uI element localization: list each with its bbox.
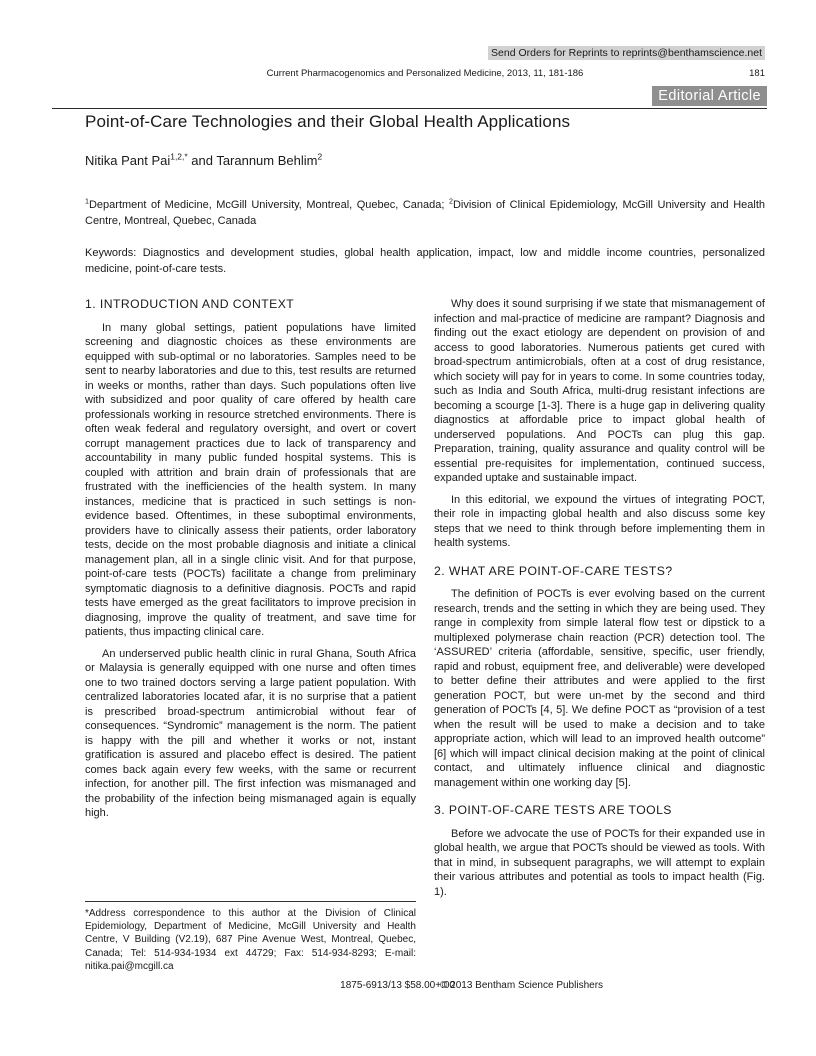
- section-1-paragraph-3: Why does it sound surprising if we state that mismanagement of infection and mal-practice of medicine are rampant? Diagnosis and finding out the exact etiology are dependent on provision of and access to good laboratories. Numerous patients get cured with broad-spectrum antimicrobials, often at a cost of drug resistance, which society will pay for in years to come. In some countries today, such as India and South Africa, multi-drug resistant infections are becoming a scourge [1-3]. There is a huge gap in delivering quality diagnostics at affordable price to impact global health of underserved populations. And POCTs can plug this gap. Preparation, training, quality assurance and quality control will be essential pre-requisites for implementation, continued success, expanded uptake and sustainable impact.: [434, 298, 765, 484]
- section-1-paragraph-4: In this editorial, we expound the virtues of integrating POCT, their role in impacting global health and also discuss some key steps that we need to think through before implementing them in health systems.: [434, 493, 765, 549]
- section-1-paragraph-2: An underserved public health clinic in rural Ghana, South Africa or Malaysia is generally equipped with one nurse and often times one to two trained doctors serving a large patient population. With centralized laboratories located afar, it is no surprise that a patient is prescribed broad-spectrum antimicrobial without fear of consequences. “Syndromic” management is the norm. The patient is happy with the pill and whether it works or not, instant gratification is assured and placebo effect is desired. The patient comes back again every few weeks, with the same or recurrent infection, for another pill. The first infection was mismanaged and the probability of the infection being mismanaged again is equally high.: [85, 647, 416, 819]
- journal-citation: Current Pharmacogenomics and Personalized Medicine, 2013, 11, 181-186: [266, 68, 584, 79]
- author-1-affiliation-marks: 1,2,*: [170, 151, 188, 162]
- affiliation-2: Division of Clinical Epidemiology, McGill University and Health Centre, Montreal, Quebec, Canada: [85, 199, 765, 227]
- keywords-label: Keywords:: [85, 247, 137, 259]
- keywords-text: Diagnostics and development studies, global health application, impact, low and middle income countries, personalized medicine, point-of-care tests.: [85, 247, 765, 275]
- reprint-notice-banner: Send Orders for Reprints to reprints@benthamscience.net: [488, 46, 765, 60]
- issn-price: 1875-6913/13 $58.00+.00: [340, 980, 455, 991]
- journal-citation-row: [85, 68, 765, 80]
- body-columns: [85, 297, 765, 906]
- correspondence-footnote: [85, 901, 416, 973]
- right-column: [434, 297, 765, 906]
- section-3-heading: 3. POINT-OF-CARE TESTS ARE TOOLS: [434, 803, 672, 817]
- affiliation-1: Department of Medicine, McGill University, Montreal, Quebec, Canada;: [88, 199, 449, 211]
- article-title: Point-of-Care Technologies and their Global Health Applications: [85, 112, 571, 131]
- author-1: Nitika Pant Pai: [85, 153, 171, 168]
- authors-connector: and: [187, 153, 217, 168]
- affiliation-1-mark: 1: [85, 197, 89, 206]
- author-2: Tarannum Behlim: [216, 153, 318, 168]
- section-1-paragraph-1: In many global settings, patient populations have limited screening and diagnostic choices as these environments are equipped with sub-optimal or no laboratories. Samples need to be sent to nearby laboratories and due to this, test results are returned in weeks or months, rather than days. Such populations often live with subsidized and poor quality of care offered by health care professionals working in resource stretched environments. There is often weak federal and regulatory oversight, and overt or covert corrupt management practices due to lack of transparency and accountability in many public funded hospital systems. This is coupled with attrition and brain drain of professionals that are frustrated with the inefficiencies of the health system. In many instances, medicine that is practiced in such settings is non-evidence based. Oftentimes, in these suboptimal environments, providers have to clinically assess their patients, order laboratory tests, decide on the most probable diagnosis and initiate a clinical management plan, all in a single clinic visit. And for that purpose, point-of-care tests (POCTs) facilitate a change from preliminary symptomatic diagnosis to a definitive diagnosis. POCTs and rapid tests have emerged as the great facilitators to improve precision in diagnosing, improve the quality of treatment, and save time for patients, thus impacting clinical care.: [85, 321, 416, 638]
- section-2-paragraph-1: The definition of POCTs is ever evolving based on the current research, trends and the setting in which they are being used. They range in complexity from simple lateral flow test or dipstick to a multiplexed polymerase chain reaction (PCR) detection tool. The ‘ASSURED’ criteria (affordable, sensitive, specific, user friendly, rapid and robust, equipment free, and deliverable) were developed to better define their attributes and were applied to the first generation POCT, but were un-met by the second and third generation of POCTs [4, 5]. We define POCT as “provision of a test when the result will be used to make a decision and to take appropriate action, which will lead to an improved health outcome” [6] which will impact clinical decision making at the point of clinical contact, and ultimately influence clinical and diagnostic management within one working day [5].: [434, 588, 765, 789]
- section-3-paragraph-1: Before we advocate the use of POCTs for their expanded use in global health, we argue that POCTs should be viewed as tools. With that in mind, in subsequent paragraphs, we will attempt to explain their various attributes and potential as tools to impact health (Fig. 1).: [434, 827, 765, 898]
- correspondence-footnote-text: *Address correspondence to this author at the Division of Clinical Epidemiology, Department of Medicine, McGill University and Health Centre, V Building (V2.19), 687 Pine Avenue West, Montreal, Quebec, Canada; Tel: 514-934-1934 ext 44729; Fax: 514-934-8293; E-mail: nitika.pai@mcgill.ca: [85, 908, 416, 972]
- keywords-line: [85, 246, 765, 277]
- authors-line: [85, 153, 765, 168]
- page-number: 181: [749, 68, 765, 79]
- author-2-affiliation-marks: 2: [317, 151, 323, 162]
- affiliation-2-mark: 2: [448, 197, 453, 206]
- section-2-heading: 2. WHAT ARE POINT-OF-CARE TESTS?: [434, 563, 673, 578]
- copyright-notice: © 2013 Bentham Science Publishers: [440, 980, 604, 991]
- header-rule: [52, 108, 767, 109]
- section-1-heading: 1. INTRODUCTION AND CONTEXT: [85, 297, 295, 311]
- left-column: [85, 297, 416, 906]
- article-type-badge: Editorial Article: [652, 86, 767, 106]
- affiliations: [85, 198, 765, 229]
